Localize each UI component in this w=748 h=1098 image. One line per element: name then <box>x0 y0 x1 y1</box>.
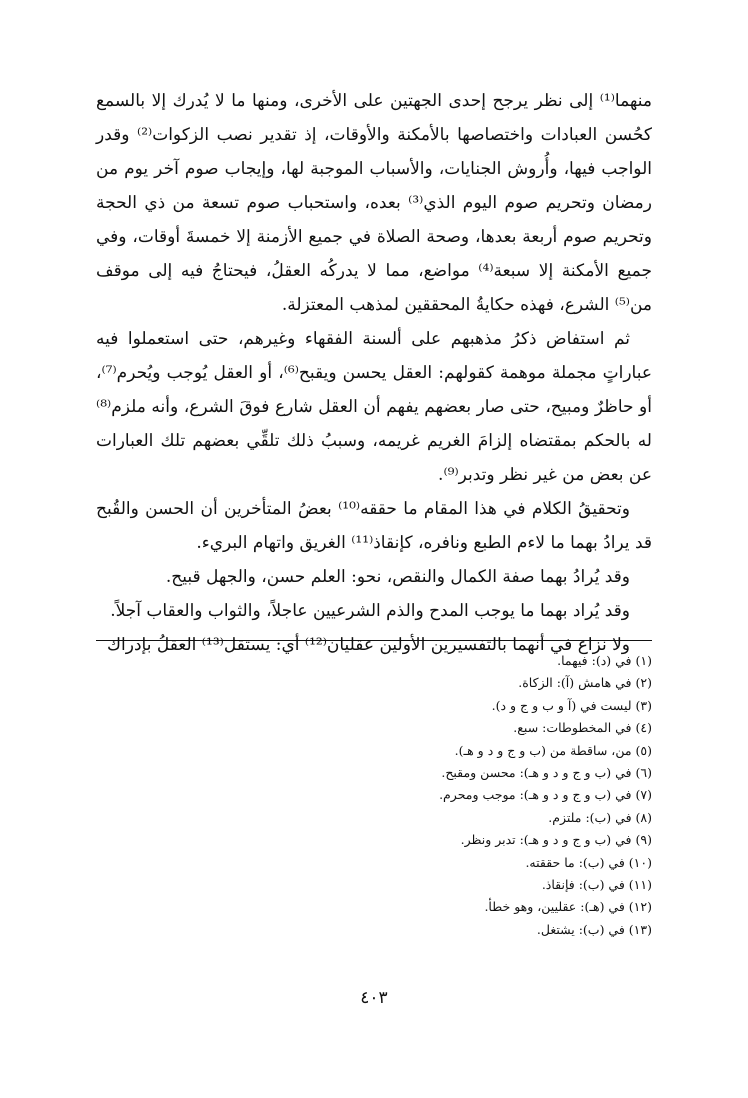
page-number: ٤٠٣ <box>360 988 388 1008</box>
paragraph-6: ولا نزاع في أنهما بالتفسيرين الأولين عقليان⁽¹²⁾ أي: يستقل⁽¹³⁾ العقلُ بإدراك <box>107 635 630 655</box>
footnote: (٦) في (ب و ج و د و هـ): محسن ومقبح. <box>441 765 652 781</box>
paragraph-3: وتحقيقُ الكلام في هذا المقام ما حققه⁽¹⁰⁾ بعضُ المتأخرين أن الحسن والقُبح قد يرادُ بهما ما لاءم الطبع ونافره، كإنقاذ⁽¹¹⁾ الغريق واتهام البريء. <box>96 499 652 553</box>
footnotes <box>96 650 652 941</box>
footnote: (٧) في (ب و ج و د و هـ): موجب ومحرم. <box>439 787 652 803</box>
footnote: (٣) ليست في (آ و ب و ج و د). <box>491 697 652 713</box>
footnote: (٨) في (ب): ملتزم. <box>548 809 652 825</box>
paragraph-4: وقد يُرادُ بهما صفة الكمال والنقص، نحو: العلم حسن، والجهل قبيح. <box>165 567 630 587</box>
footnote: (١) في (د): فيهما. <box>557 653 652 668</box>
footnote: (١١) في (ب): فإنقاذ. <box>541 877 652 893</box>
main-text <box>96 84 652 662</box>
footnote-divider <box>96 640 652 641</box>
footnote: (٢) في هامش (آ): الزكاة. <box>518 675 652 691</box>
footnote: (٤) في المخطوطات: سبع. <box>513 720 652 736</box>
paragraph-5: وقد يُراد بهما ما يوجب المدح والذم الشرعيين عاجلاً، والثواب والعقاب آجلاً. <box>110 601 630 621</box>
footnote: (١٢) في (هـ): عقليين، وهو خطأ. <box>484 899 652 915</box>
paragraph-1: منهما⁽¹⁾ إلى نظر يرجح إحدى الجهتين على الأخرى، ومنها ما لا يُدرك إلا بالسمع كحُسن العبادات واختصاصها بالأمكنة والأوقات، إذ تقدير نصب الزكوات⁽²⁾ وقدر الواجب فيها، وأُروش الجنايات، والأسباب الموجبة لها، وإيجاب صوم آخر يوم من رمضان وتحريم صوم اليوم الذي⁽³⁾ بعده، واستحباب صوم تسعة من ذي الحجة وتحريم صوم أربعة بعدها، وصحة الصلاة في جميع الأزمنة إلا خمسةَ أوقات، وفي جميع الأمكنة إلا سبعة⁽⁴⁾ مواضع، مما لا يدركُه العقلُ، فيحتاجُ فيه إلى موقف من⁽⁵⁾ الشرع، فهذه حكايةُ المحققين لمذهب المعتزلة. <box>96 91 653 315</box>
footnote: (٥) من، ساقطة من (ب و ج و د و هـ). <box>454 742 652 758</box>
paragraph-2: ثم استفاض ذكرُ مذهبهم على ألسنة الفقهاء وغيرهم، حتى استعملوا فيه عباراتٍ مجملة موهمة كقولهم: العقل يحسن ويقبح⁽⁶⁾، أو العقل يُوجب ويُحرم⁽⁷⁾، أو حاظرٌ ومبيح، حتى صار بعضهم يفهم أن العقل شارع فوقَ الشرع، وأنه ملزم⁽⁸⁾ له بالحكم بمقتضاه إلزامَ الغريم غريمه، وسببُ ذلك تلقِّي بعضهم تلك العبارات عن بعض من غير نظر وتدبر⁽⁹⁾. <box>96 329 653 485</box>
footnote: (١٠) في (ب): ما حققته. <box>525 854 652 870</box>
footnote: (٩) في (ب و ج و د و هـ): تدبر ونظر. <box>460 832 652 848</box>
footnote: (١٣) في (ب): يشتغل. <box>536 921 652 937</box>
